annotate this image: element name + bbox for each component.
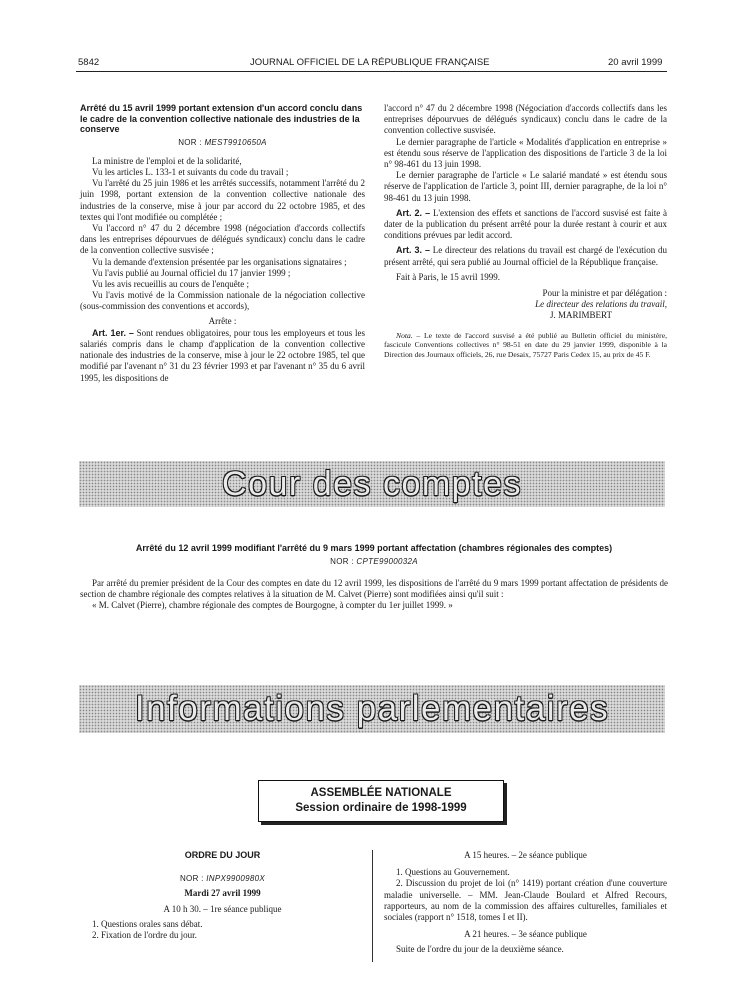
article-3-label: Art. 3. – — [396, 245, 430, 256]
seance-2-item-1: 1. Questions au Gouvernement. — [396, 867, 510, 878]
assemblee-title: ASSEMBLÉE NATIONALE — [310, 787, 452, 799]
ordre-du-jour-right — [384, 850, 667, 956]
arrete1-para-2: Vu l'arrêté du 25 juin 1986 et les arrêtés successifs, notamment l'arrêté du 2 juin 1998, portant extension de la convention collective nationale des industries de la conserve, mise à jour par accord du 22 octobre 1985, et des textes qui l'ont modifiée ou complétée ; — [80, 178, 365, 222]
arrete1-para-4: Vu la demande d'extension présentée par les organisations signataires ; — [92, 256, 347, 267]
arrete1-right-para-2: Le dernier paragraphe de l'article « Modalités d'application en entreprise » est étendu sous réserve de l'application des dispositions de l'article 3 de la loi n° 98-461 du 13 juin 1998. — [384, 136, 667, 170]
fait-a-paris: Fait à Paris, le 15 avril 1999. — [396, 271, 500, 282]
arrete2-title: Arrêté du 12 avril 1999 modifiant l'arrêté du 9 mars 1999 portant affectation (chambres régionales des comptes) — [135, 543, 613, 553]
arrete1-para-0: La ministre de l'emploi et de la solidarité, — [92, 155, 242, 166]
ordre-nor: NOR : INPX9900980X — [179, 874, 266, 884]
arrete1-para-1: Vu les articles L. 133-1 et suivants du code du travail ; — [92, 166, 289, 177]
ordre-date: Mardi 27 avril 1999 — [184, 888, 261, 899]
arrete1-para-3: Vu l'accord n° 47 du 2 décembre 1998 (négociation d'accords collectifs dans les entreprises dépourvues de délégués syndicaux) conclu dans le cadre de la convention collective susvisée ; — [80, 222, 365, 256]
arrete1-right-column — [384, 103, 667, 359]
journal-title: JOURNAL OFFICIEL DE LA RÉPUBLIQUE FRANÇAISE — [250, 57, 490, 68]
arrete1-para-5: Vu l'avis publié au Journal officiel du 17 janvier 1999 ; — [92, 267, 291, 278]
nota — [384, 331, 667, 360]
article-1 — [80, 328, 365, 384]
ordre-du-jour-left — [80, 850, 365, 941]
arrete2-para-1: Par arrêté du premier président de la Cour des comptes en date du 12 avril 1999, les dispositions de l'arrêté du 9 mars 1999 portant affectation de présidents de section de chambre régionale des comptes relatives à la situation de M. Calvet (Pierre) sont modifiées ainsi qu'il suit : — [80, 577, 668, 599]
article-2-text: L'extension des effets et sanctions de l'accord susvisé est faite à dater de la publication du présent arrêté pour la durée restant à courir et aux conditions prévues par ledit accord. — [384, 207, 667, 241]
signature-name: J. MARIMBERT — [550, 310, 612, 321]
arrete1-para-7: Vu l'avis motivé de la Commission nationale de la négociation collective (sous-commission des conventions et accords), — [80, 290, 365, 312]
arrete1-nor: NOR : MEST9910650A — [178, 137, 267, 147]
ordre-du-jour-title: ORDRE DU JOUR — [184, 850, 261, 860]
seance-2-item-2: 2. Discussion du projet de loi (n° 1419) portant création d'une couverture maladie universelle. – MM. Jean-Claude Boulard et Alfred Recours, rapporteurs, au nom de la commission des affaires culturelles, familiales et sociales (rapport n° 1518, tomes I et II). — [384, 878, 667, 923]
ordre-nor-code: INPX9900980X — [206, 874, 266, 884]
arrete1-right-para-3: Le dernier paragraphe de l'article « Le salarié mandaté » est étendu sous réserve de l'application de l'article 3, point III, dernier paragraphe, de la loi n° 98-461 du 13 juin 1998. — [384, 170, 667, 203]
header-rule — [76, 71, 667, 72]
arrete2-para-2: « M. Calvet (Pierre), chambre régionale des comptes de Bourgogne, à compter du 1er juillet 1999. » — [92, 600, 453, 611]
banner-cour-des-comptes — [79, 461, 665, 507]
header-date: 20 avril 1999 — [608, 57, 663, 68]
seance-3-item: Suite de l'ordre du jour de la deuxième séance. — [396, 944, 564, 955]
article-1-text: Sont rendues obligatoires, pour tous les employeurs et tous les salariés compris dans le champ d'application de la convention collective nationale des industries de la conserve, mise à jour le 22 octobre 1985, tel que modifié par l'avenant n° 31 du 23 février 1993 et par l'avenant n° 35 du 6 avril 1995, les dispositions de — [80, 327, 365, 383]
column-divider — [372, 850, 373, 962]
page-number: 5842 — [78, 57, 100, 68]
arrete1-nor-code: MEST9910650A — [204, 137, 267, 147]
arrete-word: Arrête : — [208, 315, 237, 326]
article-3 — [384, 245, 667, 267]
banner-cour-des-comptes-text: Cour des comptes — [222, 465, 522, 503]
signature-line-2: Le directeur des relations du travail, — [535, 299, 667, 310]
nota-text: Le texte de l'accord susvisé a été publié au Bulletin officiel du ministère, fascicule Conventions collectives n° 98-51 en date du 29 janvier 1999, disponible à la Direction des Journaux officiels, 26, rue Desaix, 75727 Paris Cedex 15, au prix de 45 F. — [384, 330, 667, 359]
seance-1-item-2: 2. Fixation de l'ordre du jour. — [92, 930, 197, 941]
article-3-text: Le directeur des relations du travail est chargé de l'exécution du présent arrêté, qui sera publié au Journal officiel de la République française. — [384, 245, 668, 267]
article-2 — [384, 208, 667, 242]
banner-informations-parlementaires-text: Informations parlementaires — [134, 689, 610, 728]
article-2-label: Art. 2. – — [396, 207, 431, 218]
article-1-label: Art. 1er. – — [92, 327, 134, 338]
arrete1-title: Arrêté du 15 avril 1999 portant extension d'un accord conclu dans le cadre de la convention collective nationale des industries de la conserve — [80, 103, 363, 134]
signature-line-1: Pour la ministre et par délégation : — [542, 288, 667, 299]
seance-2: A 15 heures. – 2e séance publique — [464, 850, 587, 860]
signature-block — [384, 288, 667, 322]
arrete2-nor-code: CPTE9900032A — [356, 556, 418, 566]
arrete1-left-column — [80, 103, 365, 384]
assemblee-nationale-box — [258, 780, 504, 822]
arrete2 — [80, 543, 668, 611]
banner-informations-parlementaires — [79, 685, 665, 733]
seance-3: A 21 heures. – 3e séance publique — [464, 929, 587, 940]
arrete2-nor: NOR : CPTE9900032A — [330, 556, 418, 566]
arrete1-continuation: l'accord n° 47 du 2 décembre 1998 (Négociation d'accords collectifs dans les entreprises dépourvues de délégués syndicaux) conclu dans le cadre de la convention collective susvisée. — [384, 103, 667, 136]
seance-1-item-1: 1. Questions orales sans débat. — [92, 918, 203, 929]
nota-label: Nota. – — [396, 330, 421, 340]
seance-1: A 10 h 30. – 1re séance publique — [163, 903, 282, 914]
session-title: Session ordinaire de 1998-1999 — [295, 802, 467, 814]
arrete1-para-6: Vu les avis recueillis au cours de l'enquête ; — [92, 278, 250, 289]
